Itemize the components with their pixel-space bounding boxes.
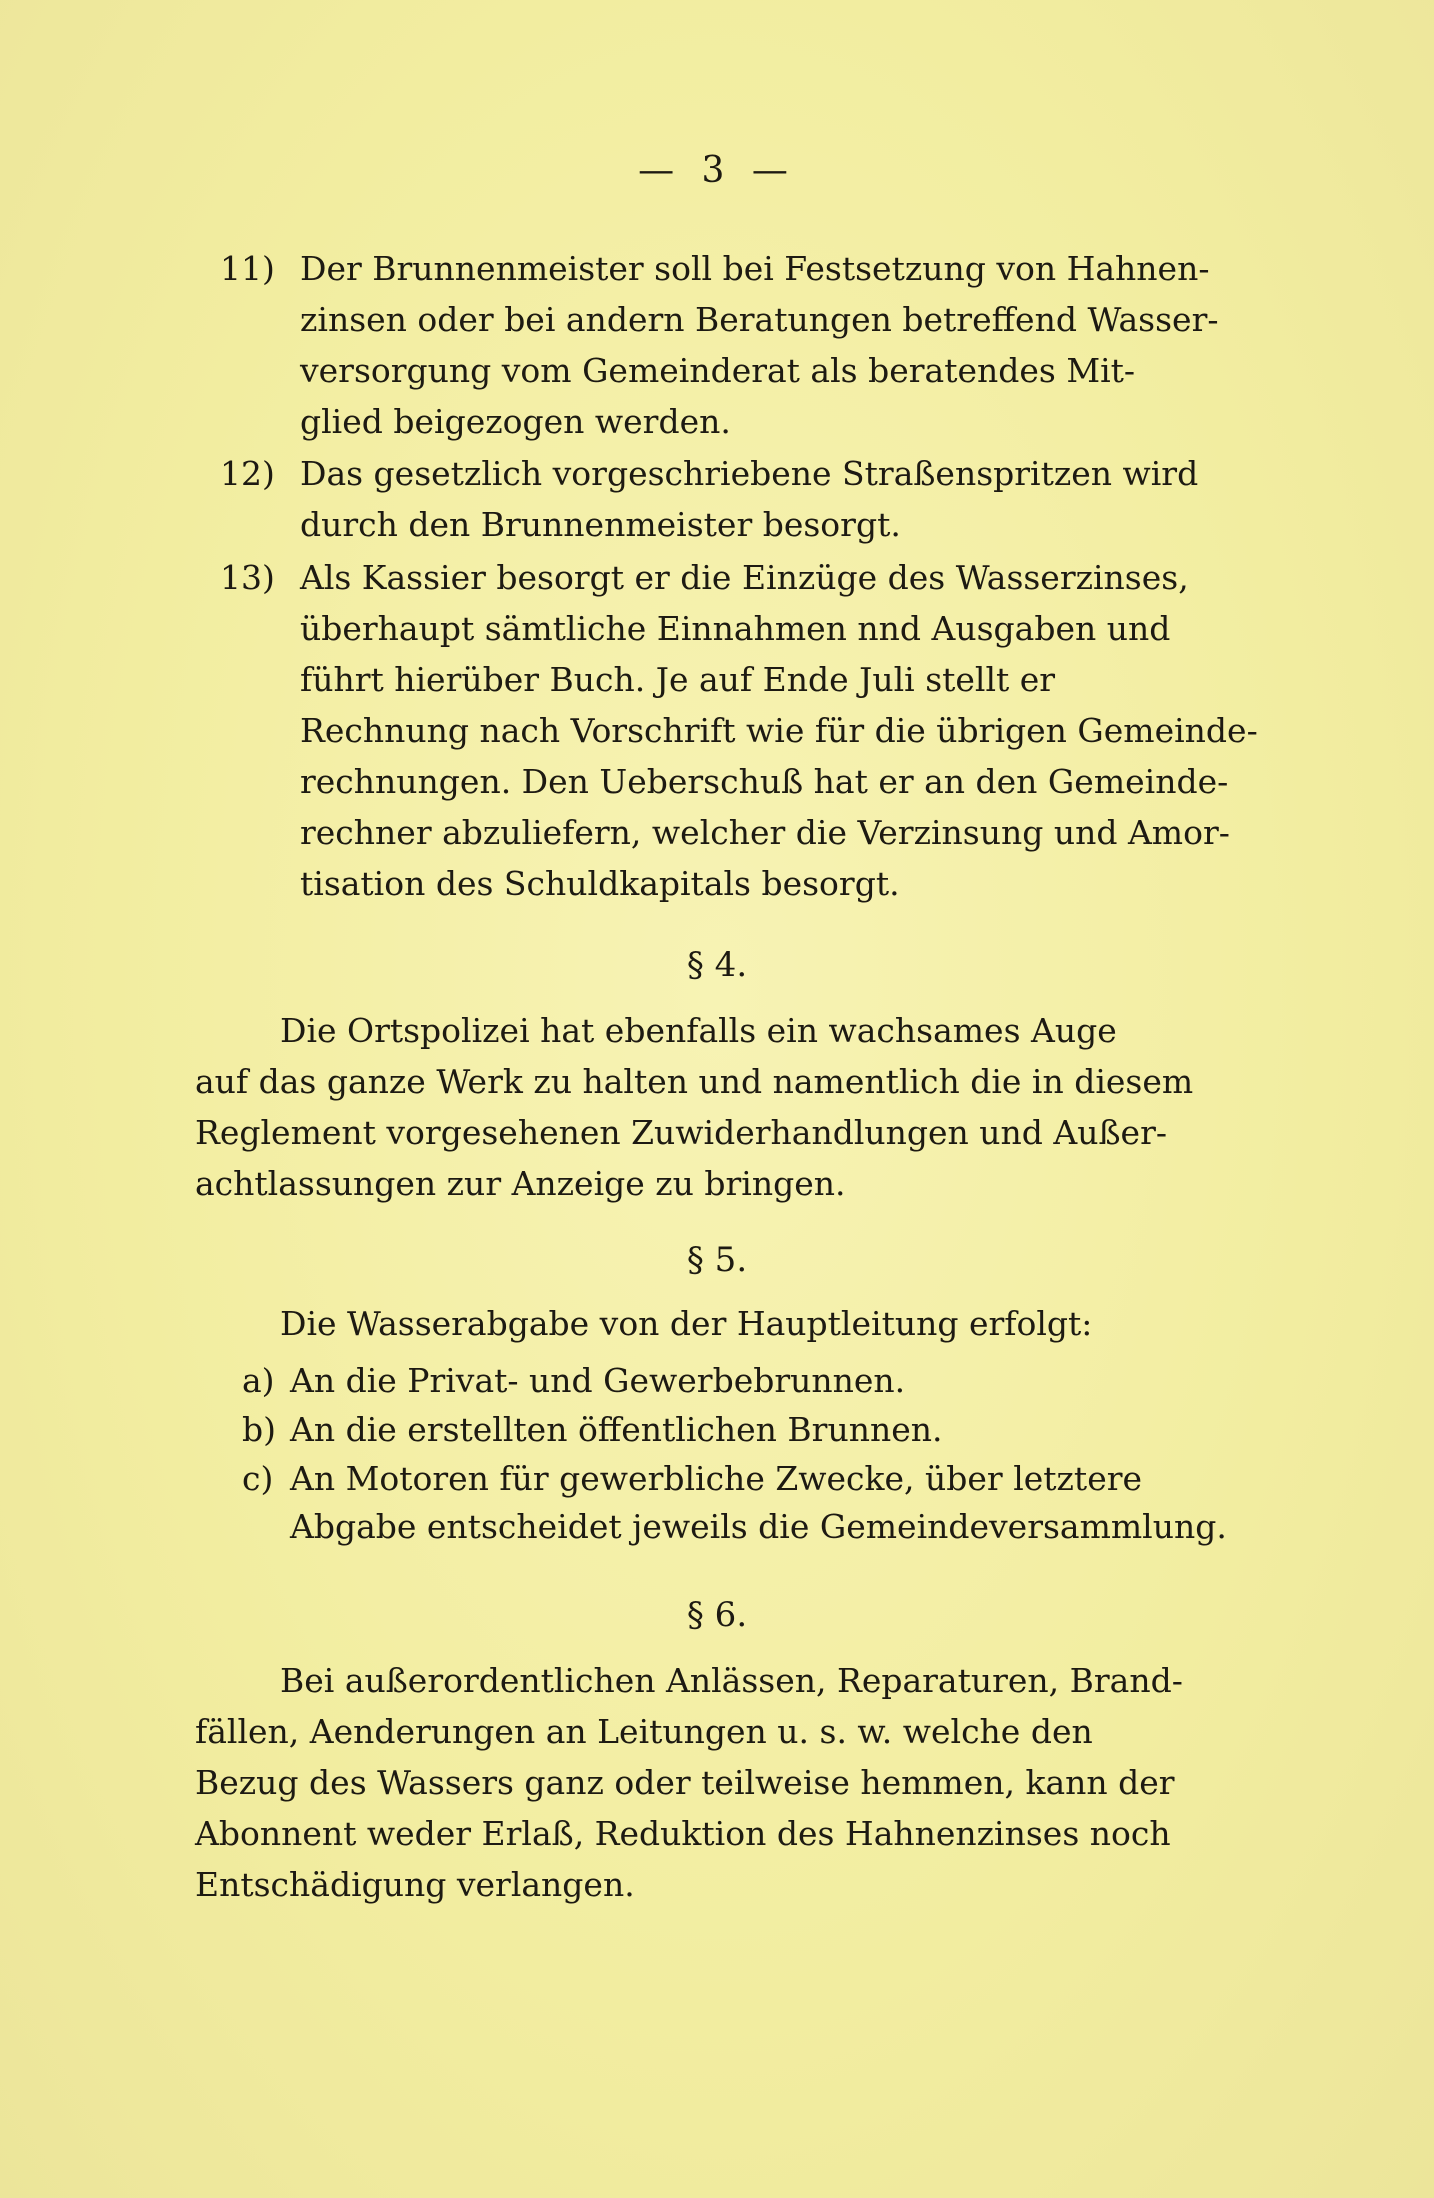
sub-item-line: An die erstellten öffentlichen Brunnen. [290,1410,943,1449]
list-item-11 [220,243,1219,447]
paragraph-line: Die Ortspolizei hat ebenfalls ein wachsames Auge [280,1011,1117,1050]
section-6-paragraph [195,1655,1185,1910]
item-line: glied beigezogen werden. [300,402,731,441]
sub-item-letter: a) [242,1361,275,1400]
item-line: Das gesetzlich vorgeschriebene Straßenspritzen wird [300,454,1199,493]
item-number: 12) [220,454,275,493]
list-item-12 [220,448,1199,550]
sub-item-letter: c) [242,1459,274,1498]
sub-item-line: An Motoren für gewerbliche Zwecke, über letztere [290,1459,1143,1498]
item-line: tisation des Schuldkapitals besorgt. [300,864,900,903]
paragraph-line: Reglement vorgesehenen Zuwiderhandlungen und Außer- [195,1113,1168,1152]
item-line: versorgung vom Gemeinderat als beratendes Mit- [300,351,1136,390]
item-line: Der Brunnenmeister soll bei Festsetzung von Hahnen- [300,249,1210,288]
item-line: Als Kassier besorgt er die Einzüge des Wasserzinses, [300,558,1189,597]
list-item-13 [220,552,1258,909]
paragraph-line: Die Wasserabgabe von der Hauptleitung erfolgt: [280,1304,1093,1343]
section-heading-5: § 5. [686,1240,748,1280]
item-line: rechnungen. Den Ueberschuß hat er an den Gemeinde- [300,762,1229,801]
item-number: 13) [220,558,275,597]
section-4-paragraph [195,1005,1194,1209]
sub-item-line: Abgabe entscheidet jeweils die Gemeindeversammlung. [290,1507,1227,1546]
paragraph-line: Bei außerordentlichen Anlässen, Reparaturen, Brand- [280,1661,1183,1700]
paragraph-line: Abonnent weder Erlaß, Reduktion des Hahnenzinses noch [195,1814,1171,1853]
page-number: — 3 — [638,150,796,191]
item-number: 11) [220,249,275,288]
section-heading-6: § 6. [686,1595,748,1635]
item-line: rechner abzuliefern, welcher die Verzinsung und Amor- [300,813,1230,852]
item-line: überhaupt sämtliche Einnahmen nnd Ausgaben und [300,609,1171,648]
section-5-intro [195,1298,1185,1349]
sub-item-a [242,1357,1185,1405]
paragraph-line: achtlassungen zur Anzeige zu bringen. [195,1164,846,1203]
paragraph-line: fällen, Aenderungen an Leitungen u. s. w. welche den [195,1712,1093,1751]
item-line: durch den Brunnenmeister besorgt. [300,505,901,544]
item-line: Rechnung nach Vorschrift wie für die übrigen Gemeinde- [300,711,1258,750]
paragraph-line: auf das ganze Werk zu halten und namentlich die in diesem [195,1062,1194,1101]
section-heading-4: § 4. [686,945,748,985]
paragraph-line: Entschädigung verlangen. [195,1865,635,1904]
sub-item-b [242,1406,1185,1454]
sub-item-line: An die Privat- und Gewerbebrunnen. [290,1361,906,1400]
item-line: führt hierüber Buch. Je auf Ende Juli stellt er [300,660,1056,699]
sub-item-letter: b) [242,1410,276,1449]
item-line: zinsen oder bei andern Beratungen betreffend Wasser- [300,300,1219,339]
paragraph-line: Bezug des Wassers ganz oder teilweise hemmen, kann der [195,1763,1175,1802]
sub-item-c [242,1455,1227,1551]
